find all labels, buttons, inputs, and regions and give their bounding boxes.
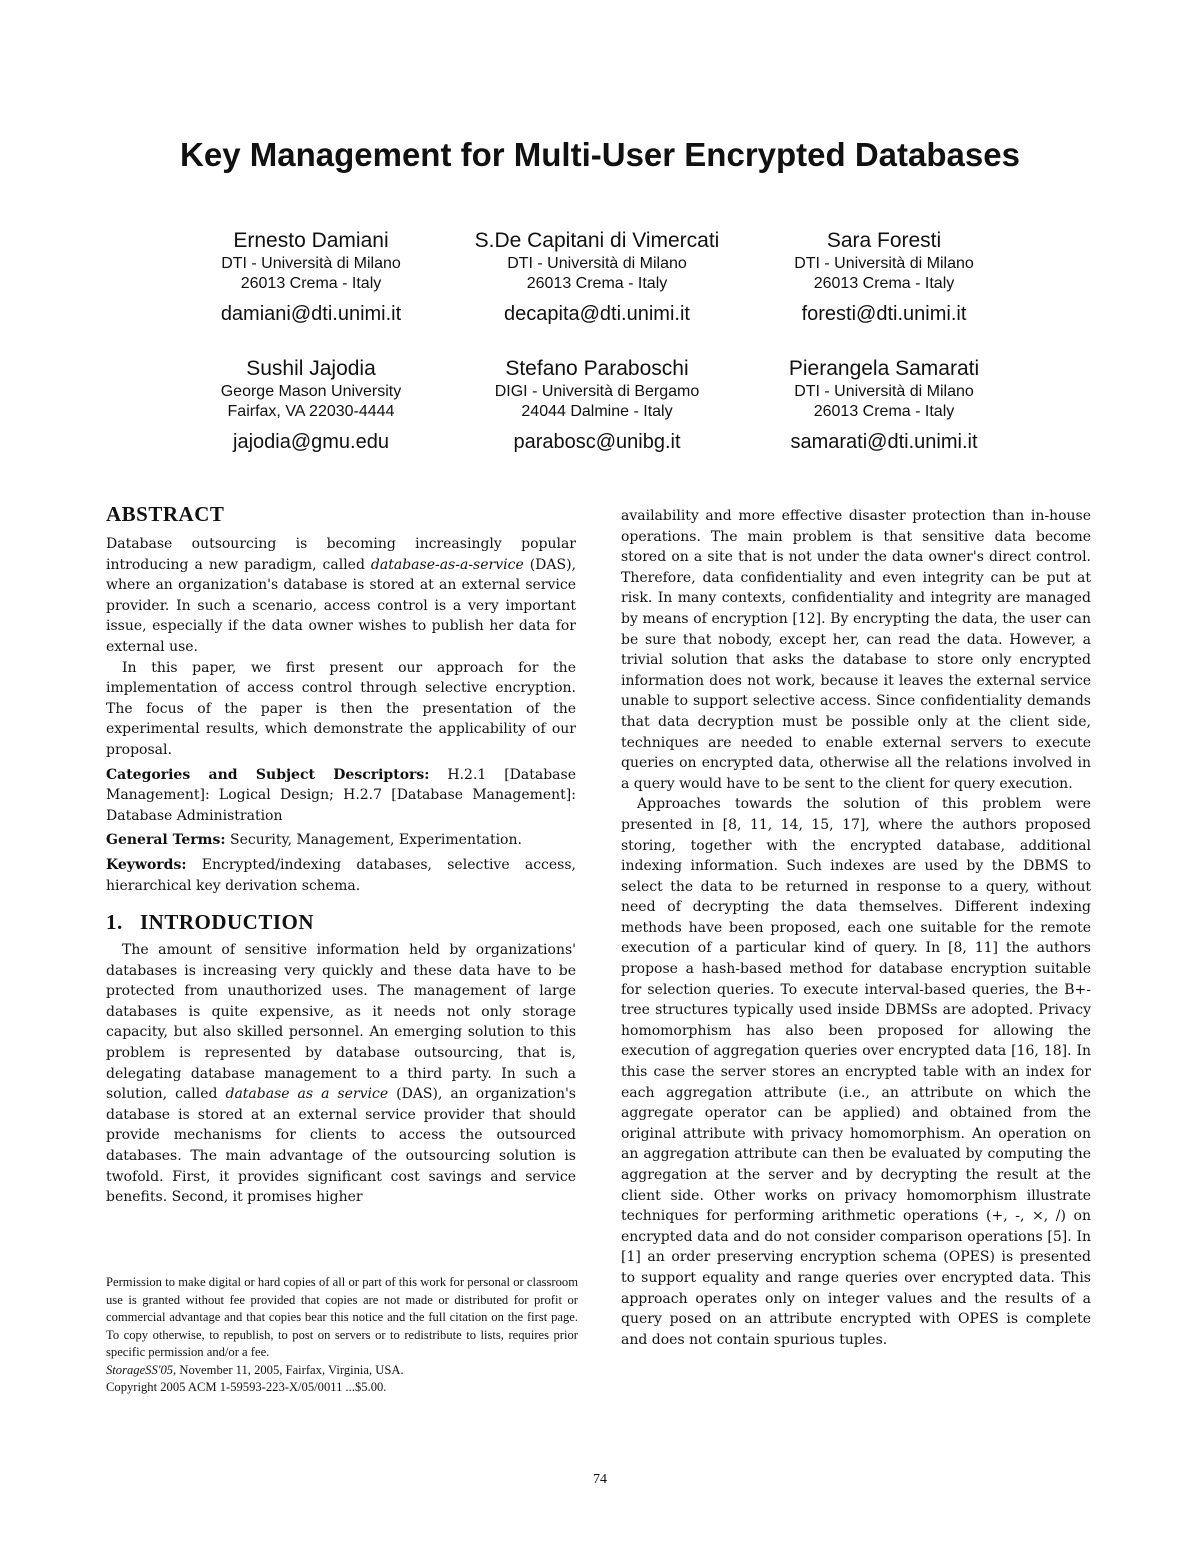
author-block xyxy=(734,356,1034,455)
author-name: Sushil Jajodia xyxy=(246,357,376,380)
author-block xyxy=(447,356,747,455)
author-name: Ernesto Damiani xyxy=(233,229,389,252)
author-block xyxy=(161,228,461,327)
author-address: 26013 Crema - Italy xyxy=(526,275,668,292)
author-address: 24044 Dalmine - Italy xyxy=(521,403,673,420)
author-affiliation: DTI - Università di Milano xyxy=(794,255,974,272)
paper-title: Key Management for Multi-User Encrypted Databases xyxy=(180,136,1020,173)
author-email: parabosc@unibg.it xyxy=(513,431,681,453)
author-email: jajodia@gmu.edu xyxy=(233,431,389,453)
abstract-paragraph: In this paper, we first present our approach for the implementation of access control through selective encryption. The focus of the paper is then the presentation of the experimental results, which demonstrate the applicability of our proposal. xyxy=(106,659,576,758)
copyright-line: Copyright 2005 ACM 1-59593-223-X/05/0011 ...$5.00. xyxy=(106,1380,387,1394)
author-name: Pierangela Samarati xyxy=(788,357,980,380)
permission-notice xyxy=(106,1274,578,1397)
abstract-paragraph: Database outsourcing is becoming increasingly popular introducing a new paradigm, called database-as-a-service (DAS), where an organization's database is stored at an external service provider. In such a scenario, access control is a very important issue, especially if the data owner wishes to publish her data for external use. xyxy=(106,536,577,655)
author-block xyxy=(161,356,461,455)
author-affiliation: DTI - Università di Milano xyxy=(507,255,687,272)
left-column xyxy=(106,500,576,1208)
introduction-heading: 1. INTRODUCTION xyxy=(106,910,315,935)
page-number: 74 xyxy=(593,1472,607,1487)
author-address: 26013 Crema - Italy xyxy=(813,275,955,292)
permission-text: Permission to make digital or hard copies of all or part of this work for personal or classroom use is granted without fee provided that copies are not made or distributed for profit or commercial advantage and that copies bear this notice and the full citation on the first page. To copy otherwise, to republish, to post on servers or to redistribute to lists, requires prior specific permission and/or a fee. xyxy=(106,1275,578,1359)
introduction-paragraph: The amount of sensitive information held by organizations' databases is increasing very quickly and these data have to be protected from unauthorized uses. The management of large databases is quite expensive, as it needs not only storage capacity, but also skilled personnel. An emerging solution to this problem is represented by database outsourcing, that is, delegating database management to a third party. In such a solution, called database as a service (DAS), an organization's database is stored at an external service provider that should provide mechanisms for clients to access the outsourced databases. The main advantage of the outsourcing solution is twofold. First, it provides significant cost savings and service benefits. Second, it promises higher xyxy=(106,942,576,1206)
author-address: 26013 Crema - Italy xyxy=(813,403,955,420)
author-email: damiani@dti.unimi.it xyxy=(220,303,402,325)
categories: Categories and Subject Descriptors: H.2.1 [Database Management]: Logical Design; H.2.7 [Database Management]: Database Administration xyxy=(106,766,577,824)
author-email: samarati@dti.unimi.it xyxy=(790,431,978,453)
general-terms: General Terms: Security, Management, Experimentation. xyxy=(106,832,522,849)
author-name: Sara Foresti xyxy=(826,229,942,252)
right-column xyxy=(621,506,1091,1350)
author-affiliation: DTI - Università di Milano xyxy=(794,383,974,400)
author-name: S.De Capitani di Vimercati xyxy=(474,229,720,252)
author-block xyxy=(447,228,747,327)
venue-line: StorageSS'05, November 11, 2005, Fairfax, Virginia, USA. xyxy=(106,1362,404,1377)
author-affiliation: DIGI - Università di Bergamo xyxy=(494,383,700,400)
author-name: Stefano Paraboschi xyxy=(505,357,689,380)
author-address: Fairfax, VA 22030-4444 xyxy=(227,403,395,420)
keywords: Keywords: Encrypted/indexing databases, selective access, hierarchical key derivation schema. xyxy=(106,856,576,894)
abstract-heading: ABSTRACT xyxy=(106,502,225,526)
body-paragraph: availability and more effective disaster protection than in-house operations. The main problem is that sensitive data become stored on a site that is not under the data owner's direct control. Therefore, data confidentiality and even integrity can be put at risk. In many contexts, confidentiality and integrity are managed by means of encryption [12]. By encrypting the data, the user can be sure that nobody, except her, can read the data. However, a trivial solution that asks the database to store only encrypted information does not work, because it leaves the external service unable to support selective access. Since confidentiality demands that data decryption must be possible only at the client side, techniques are needed to enable external servers to execute queries on encrypted data, otherwise all the relations involved in a query would have to be sent to the client for query execution. xyxy=(621,508,1091,792)
author-block xyxy=(734,228,1034,327)
author-affiliation: George Mason University xyxy=(220,383,402,400)
body-paragraph: Approaches towards the solution of this problem were presented in [8, 11, 14, 15, 17], where the authors proposed storing, together with the encrypted database, additional indexing information. Such indexes are used by the DBMS to select the data to be returned in response to a query, without need of decrypting the data themselves. Different indexing methods have been proposed, each one suitable for the remote execution of a particular kind of query. In [8, 11] the authors propose a hash-based method for database encryption suitable for selection queries. To execute interval-based queries, the B+-tree structures typically used inside DBMSs are adopted. Privacy homomorphism has also been proposed for allowing the execution of aggregation queries over encrypted data [16, 18]. In this case the server stores an encrypted table with an index for each aggregation attribute (i.e., an attribute on which the aggregate operator can be applied) and obtained from the original attribute with privacy homomorphism. An operation on an aggregation attribute can then be evaluated by computing the aggregation at the server and by decrypting the result at the client side. Other works on privacy homomorphism illustrate techniques for performing arithmetic operations (+, -, ×, /) on encrypted data and do not consider comparison operations [5]. In [1] an order preserving encryption schema (OPES) is presented to support equality and range queries over encrypted data. This approach operates only on integer values and the results of a query posed on an attribute encrypted with OPES is complete and does not contain spurious tuples. xyxy=(621,796,1091,1348)
author-affiliation: DTI - Università di Milano xyxy=(221,255,401,272)
author-email: foresti@dti.unimi.it xyxy=(801,303,967,325)
author-address: 26013 Crema - Italy xyxy=(240,275,382,292)
author-email: decapita@dti.unimi.it xyxy=(504,303,690,325)
